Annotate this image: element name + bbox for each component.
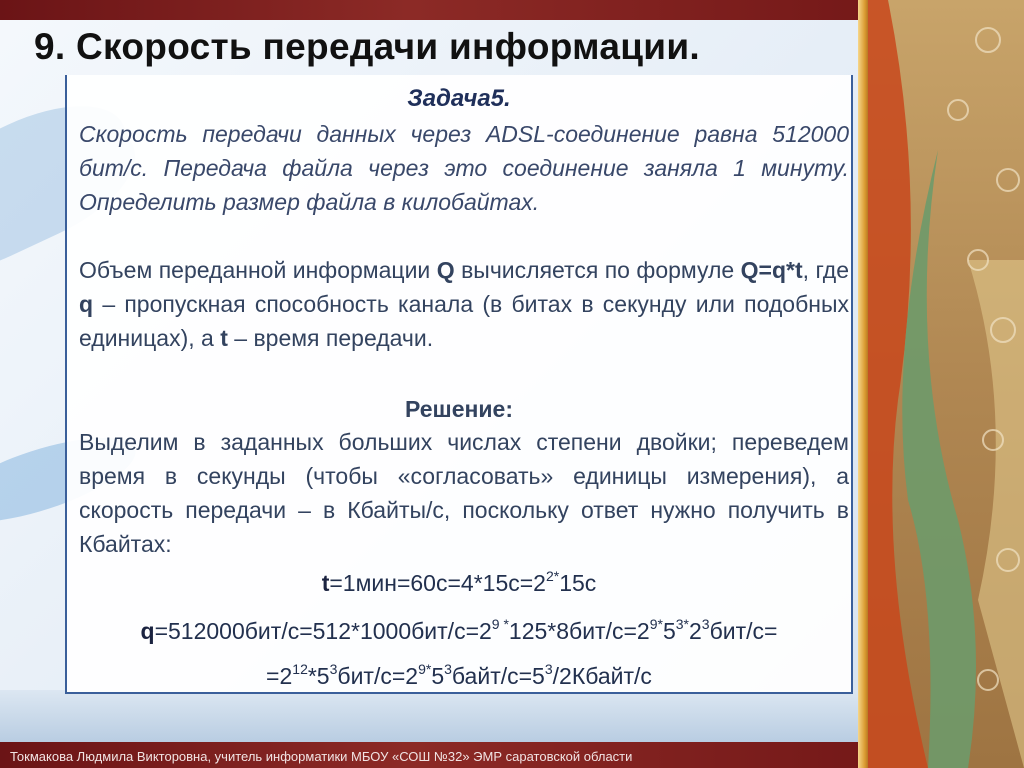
- formula-exponent: 9*: [418, 661, 432, 677]
- formula-part: =512000бит/с=512*1000бит/с=2: [154, 618, 492, 644]
- slide-title: 9. Скорость передачи информации.: [34, 26, 700, 67]
- formula-part: =2: [266, 663, 293, 689]
- formula-part: 15с: [559, 570, 597, 596]
- explanation-part: вычисляется по формуле: [461, 257, 735, 283]
- var-t: t: [220, 325, 228, 351]
- formula-line-2: [67, 618, 851, 645]
- formula-exponent: 9*: [649, 616, 663, 632]
- formula-exponent: 3: [544, 661, 553, 677]
- formula-part: 5: [431, 663, 445, 689]
- formula-exponent: 3*: [675, 616, 689, 632]
- formula-part: байт/с=5: [451, 663, 545, 689]
- formula-exponent: 3: [701, 616, 710, 632]
- formula-exponent: 9 *: [491, 616, 509, 632]
- var-Q: Q: [436, 257, 455, 283]
- explanation-part: – время передачи.: [234, 325, 434, 351]
- explanation-part: – пропускная способность канала (в битах в секунду или подобных единицах), а: [79, 291, 849, 351]
- explanation-part: Объем переданной информации: [79, 257, 431, 283]
- var-q: q: [79, 291, 94, 317]
- formula-line-1: [67, 570, 851, 597]
- formula-part: 5: [662, 618, 676, 644]
- formula-part: бит/с=2: [337, 663, 419, 689]
- task-statement: Скорость передачи данных через ADSL-соединение равна 512000 бит/с. Передача файла через это соединение заняла 1 минуту. Определить размер файла в килобайтах.: [79, 121, 849, 215]
- formula-line-3: [67, 663, 851, 690]
- explanation-text: [79, 253, 849, 355]
- formula-exponent: 12: [292, 661, 308, 677]
- decorative-panel: [868, 0, 1024, 768]
- formula-exponent: 2*: [545, 568, 560, 584]
- formula-exponent: 3: [444, 661, 452, 677]
- formula-part: 2: [688, 618, 702, 644]
- bottom-band: [0, 690, 858, 742]
- formula-part: бит/с=: [709, 618, 778, 644]
- solution-heading: Решение:: [404, 396, 513, 422]
- slide-footer: Токмакова Людмила Викторовна, учитель информатики МБОУ «СОШ №32» ЭМР саратовской области: [10, 749, 633, 764]
- task-heading: Задача5.: [407, 85, 511, 112]
- formula-part: 125*8бит/с=2: [508, 618, 650, 644]
- content-card: [65, 75, 853, 694]
- formula-part: *5: [307, 663, 330, 689]
- solution-text: Выделим в заданных больших числах степени двойки; переведем время в секунды (чтобы «согласовать» единицы измерения), а скорость передачи – в Кбайты/с, поскольку ответ нужно получить в Кбайтах:: [79, 429, 849, 557]
- decorative-art: [868, 0, 1024, 768]
- formula-Q: Q=q*t: [740, 257, 803, 283]
- formula-var-q: q: [140, 618, 155, 644]
- formula-part: =1мин=60с=4*15с=2: [329, 570, 546, 596]
- formula-part: /2Кбайт/с: [552, 663, 652, 689]
- explanation-part: , где: [802, 257, 850, 283]
- formula-var-t: t: [321, 570, 330, 596]
- formula-exponent: 3: [329, 661, 338, 677]
